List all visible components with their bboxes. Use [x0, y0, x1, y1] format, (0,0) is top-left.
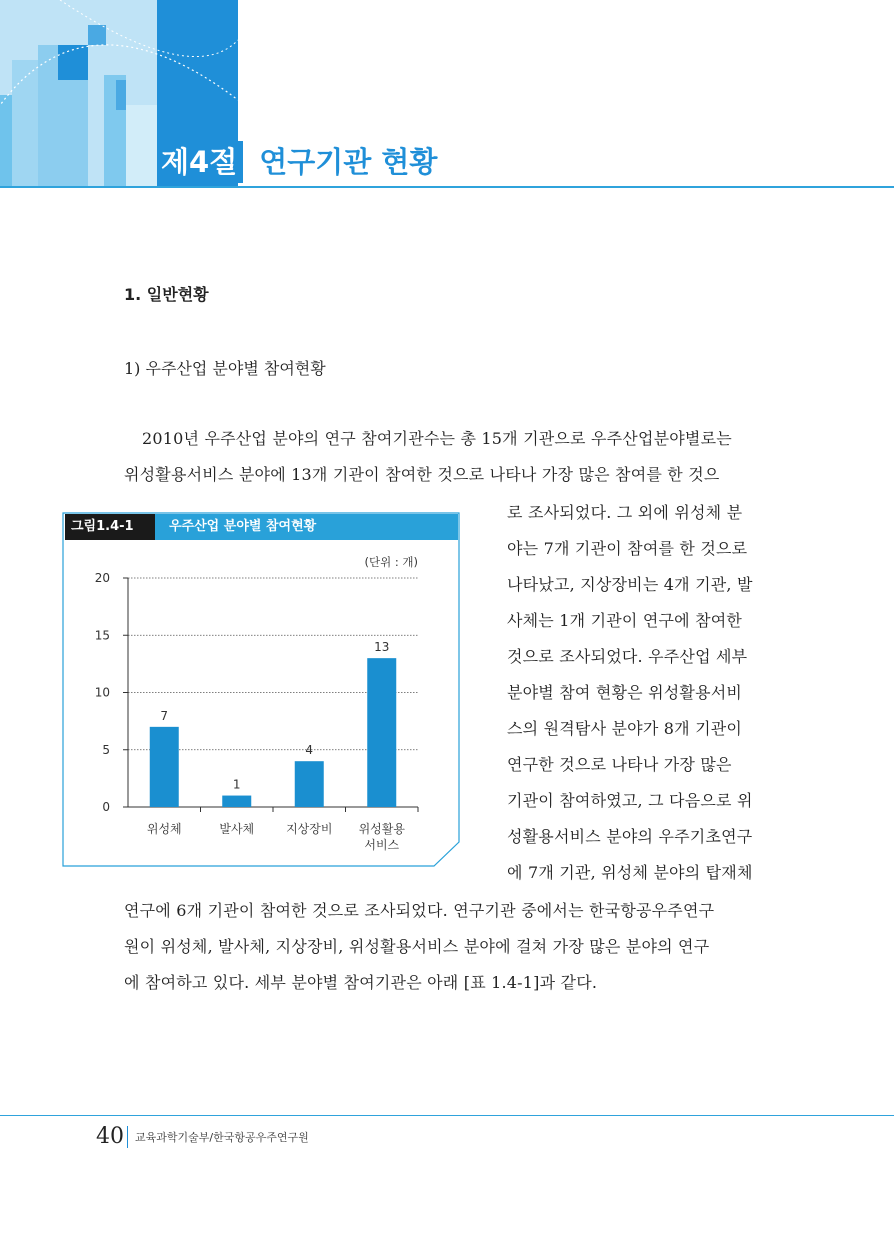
body-line: 연구에 6개 기관이 참여한 것으로 조사되었다. 연구기관 중에서는 한국항공우주연구: [124, 901, 715, 920]
body-line: 위성활용서비스 분야에 13개 기관이 참여한 것으로 나타나 가장 많은 참여를 한 것으: [124, 465, 720, 484]
data-label: 1: [232, 777, 241, 792]
body-line: 사체는 1개 기관이 연구에 참여한: [507, 611, 743, 630]
body-line: 성활용서비스 분야의 우주기초연구: [507, 827, 753, 846]
body-line: 것으로 조사되었다. 우주산업 세부: [507, 647, 748, 666]
y-tick-label: 15: [94, 628, 110, 643]
data-label: 4: [305, 743, 314, 758]
footer-divider: [127, 1126, 128, 1148]
body-line: 야는 7개 기관이 참여를 한 것으로: [507, 539, 748, 558]
figure: [62, 512, 460, 867]
chapter-title: [157, 140, 437, 184]
figure-tag: 그림1.4-1: [65, 514, 155, 540]
category-label: 지상장비: [286, 822, 333, 836]
category-label: 발사체: [219, 822, 255, 836]
y-tick-label: 0: [102, 800, 110, 814]
body-line: 로 조사되었다. 그 외에 위성체 분: [507, 503, 743, 522]
category-label: 위성활용: [358, 822, 405, 836]
data-label: 7: [160, 708, 169, 723]
bar-chart: [62, 512, 460, 867]
data-label: 13: [374, 640, 390, 655]
y-tick-label: 20: [94, 571, 110, 585]
body-line: 기관이 참여하였고, 그 다음으로 위: [507, 791, 753, 810]
chapter-name: 연구기관 현황: [259, 145, 438, 179]
header-rule: [0, 186, 894, 188]
page-number: 40: [96, 1124, 124, 1149]
category-label: 위성체: [146, 822, 182, 836]
footer-publisher: 교육과학기술부/한국항공우주연구원: [135, 1131, 309, 1144]
body-line: 연구한 것으로 나타나 가장 많은: [507, 755, 732, 774]
chapter-number: 제4절: [157, 141, 243, 183]
y-tick-label: 10: [94, 685, 110, 700]
figure-unit: (단위 : 개): [364, 555, 418, 569]
figure-title: 우주산업 분야별 참여현황: [155, 514, 458, 540]
bar: [367, 658, 396, 807]
body-line: 나타났고, 지상장비는 4개 기관, 발: [507, 575, 753, 594]
bar: [222, 796, 251, 807]
category-label: 서비스: [364, 838, 400, 852]
bar: [150, 727, 179, 807]
body-line: 스의 원격탐사 분야가 8개 기관이: [507, 719, 743, 738]
subsection-heading: 1) 우주산업 분야별 참여현황: [124, 359, 326, 378]
section-heading: 1. 일반현황: [124, 285, 209, 304]
body-line: 2010년 우주산업 분야의 연구 참여기관수는 총 15개 기관으로 우주산업분야별로는: [142, 429, 732, 448]
y-tick-label: 5: [102, 742, 110, 757]
body-line: 에 7개 기관, 위성체 분야의 탑재체: [507, 863, 753, 882]
body-line: 에 참여하고 있다. 세부 분야별 참여기관은 아래 [표 1.4-1]과 같다.: [124, 973, 598, 992]
body-line: 분야별 참여 현황은 위성활용서비: [507, 683, 743, 702]
footer-rule: [0, 1115, 894, 1116]
bar: [295, 761, 324, 807]
body-line: 원이 위성체, 발사체, 지상장비, 위성활용서비스 분야에 걸쳐 가장 많은 분야의 연구: [124, 937, 710, 956]
